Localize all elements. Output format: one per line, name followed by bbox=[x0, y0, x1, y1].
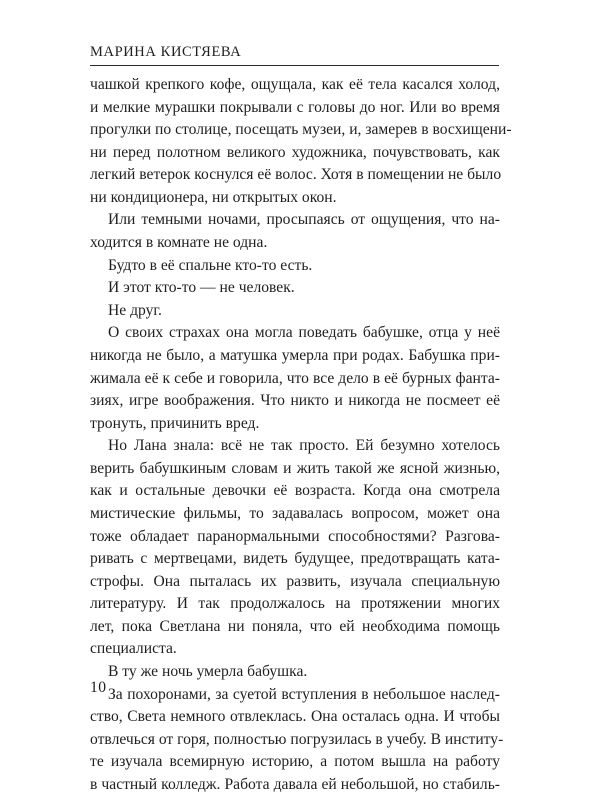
text-line: строфы. Она пыталась их развить, изучала специальную bbox=[90, 572, 500, 590]
text-line: ни кондиционера, ни открытых окон. bbox=[90, 188, 337, 206]
text-line: жимала её к себе и говорила, что все дело в её бурных фанта- bbox=[90, 369, 500, 387]
text-line: Или темными ночами, просыпаясь от ощущения, что на- bbox=[108, 211, 500, 229]
text-line: За похоронами, за суетой вступления в небольшое наслед- bbox=[108, 685, 500, 703]
text-line: в частный колледж. Работа давала ей небольшой, но стабиль- bbox=[90, 775, 500, 793]
text-line: О своих страхах она могла поведать бабушке, отца у неё bbox=[108, 324, 500, 342]
text-line: лет, пока Светлана ни поняла, что ей необходима помощь bbox=[90, 617, 500, 635]
text-line: специалиста. bbox=[90, 640, 177, 658]
text-line: Будто в её спальне кто-то есть. bbox=[108, 256, 313, 274]
text-line: Но Лана знала: всё не так просто. Ей безумно хотелось bbox=[108, 437, 500, 455]
running-head: МАРИНА КИСТЯЕВА bbox=[90, 44, 242, 60]
body-text bbox=[90, 74, 512, 797]
text-line: чашкой крепкого кофе, ощущала, как её тела касался холод, bbox=[90, 76, 500, 93]
text-line: ство, Света немного отвлеклась. Она осталась одна. И чтобы bbox=[90, 708, 500, 726]
text-line: Не друг. bbox=[108, 301, 162, 319]
text-line: прогулки по столице, посещать музеи, и, замерев в восхищени- bbox=[90, 121, 512, 139]
text-line: ходится в комнате не одна. bbox=[90, 234, 268, 252]
text-line: зиях, игре воображения. Что никто и никогда не посмеет её bbox=[90, 392, 500, 410]
text-line: тронуть, причинить вред. bbox=[90, 414, 260, 432]
text-line: отвлечься от горя, полностью погрузилась в учебу. В институ- bbox=[90, 730, 504, 748]
header-rule bbox=[90, 65, 499, 66]
text-line: и мелкие мурашки покрывали с головы до ног. Или во время bbox=[90, 98, 500, 116]
text-line: И этот кто-то — не человек. bbox=[108, 279, 295, 297]
page-number: 10 bbox=[90, 679, 107, 696]
text-line: ривать с мертвецами, видеть будущее, предотвращать ката- bbox=[90, 550, 500, 568]
text-line: В ту же ночь умерла бабушка. bbox=[108, 663, 308, 681]
text-line: верить бабушкиным словам и жить такой же ясной жизнью, bbox=[90, 459, 500, 477]
text-line: как и остальные девочки её возраста. Когда она смотрела bbox=[90, 482, 500, 500]
text-line: тоже обладает паранормальными способностями? Разгова- bbox=[90, 527, 500, 545]
text-line: литературу. И так продолжалось на протяжении многих bbox=[90, 595, 500, 613]
text-line: мистические фильмы, то задавалась вопросом, может она bbox=[90, 504, 500, 522]
text-line: те изучала всемирную историю, а потом вышла на работу bbox=[90, 753, 500, 771]
text-line: никогда не было, а матушка умерла при родах. Бабушка при- bbox=[90, 346, 500, 364]
text-line: легкий ветерок коснулся её волос. Хотя в помещении не было bbox=[90, 166, 502, 184]
text-line: ни перед полотном великого художника, почувствовать, как bbox=[90, 143, 500, 161]
